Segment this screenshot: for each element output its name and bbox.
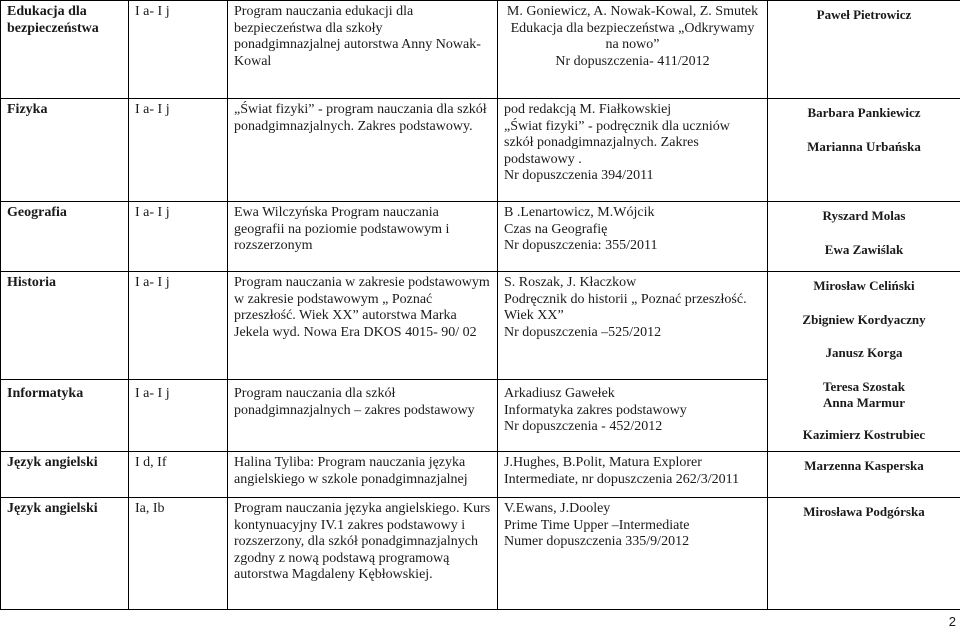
subject-cell: Język angielski [1, 452, 129, 498]
textbook-line: Nr dopuszczenia: 355/2011 [504, 238, 658, 253]
textbook-line: V.Ewans, J.Dooley [504, 501, 611, 516]
table-row [1, 1, 960, 99]
table-row [1, 99, 960, 202]
textbook-line: Intermediate, nr dopuszczenia 262/3/2011 [504, 471, 740, 487]
teacher-name: Marianna Urbańska [807, 138, 921, 154]
program-cell: Program nauczania dla szkół ponadgimnazjalnych – zakres podstawowy [228, 380, 498, 452]
teacher-name: Barbara Pankiewicz [807, 105, 921, 120]
table-row [1, 272, 960, 380]
teacher-name: Ewa Zawiślak [824, 241, 904, 257]
textbook-line: „Świat fizyki” - podręcznik dla uczniów szkół ponadgimnazjalnych. Zakres podstawowy . [504, 118, 730, 167]
textbook-cell [498, 452, 768, 498]
table-row [1, 498, 960, 610]
textbook-line: Edukacja dla bezpieczeństwa „Odkrywamy na nowo” [510, 20, 755, 52]
table-row [1, 452, 960, 498]
subject-cell: Historia [1, 272, 129, 380]
subject-cell: Edukacja dla bezpieczeństwa [1, 1, 129, 99]
teacher-name: Mirosław Celiński [813, 278, 915, 293]
textbook-line: Czas na Geografię [504, 221, 608, 237]
teachers-cell [768, 1, 960, 99]
textbook-cell [498, 272, 768, 380]
textbook-line: pod redakcją M. Fiałkowskiej [504, 102, 672, 117]
textbook-cell [498, 498, 768, 610]
classes-cell: I a- I j [129, 202, 228, 272]
teachers-cell [768, 272, 960, 452]
subject-cell: Język angielski [1, 498, 129, 610]
textbook-cell [498, 1, 768, 99]
textbook-line: Prime Time Upper –Intermediate [504, 517, 690, 533]
textbook-line: Nr dopuszczenia –525/2012 [504, 324, 662, 340]
textbook-line: S. Roszak, J. Kłaczkow [504, 275, 637, 290]
textbook-cell [498, 99, 768, 202]
teacher-name: Anna Marmur [823, 395, 905, 410]
teacher-name: Kazimierz Kostrubiec [802, 426, 926, 442]
program-cell: Halina Tyliba: Program nauczania języka angielskiego w szkole ponadgimnazjalnej [228, 452, 498, 498]
textbook-line: Nr dopuszczenia - 452/2012 [504, 419, 663, 434]
program-cell: „Świat fizyki” - program nauczania dla szkół ponadgimnazjalnych. Zakres podstawowy. [228, 99, 498, 202]
classes-cell: I a- I j [129, 272, 228, 380]
teacher-name: Marzenna Kasperska [804, 458, 924, 473]
teacher-name: Mirosława Podgórska [803, 504, 925, 519]
textbook-cell [498, 380, 768, 452]
teachers-cell [768, 452, 960, 498]
page-number: 2 [948, 614, 956, 629]
textbook-line: Numer dopuszczenia 335/9/2012 [504, 534, 690, 549]
classes-cell: I a- I j [129, 99, 228, 202]
teacher-name: Paweł Pietrowicz [816, 7, 912, 22]
textbook-line: Podręcznik do historii „ Poznać przeszłość. Wiek XX” [504, 291, 747, 323]
classes-cell: I d, If [129, 452, 228, 498]
classes-cell: I a- I j [129, 380, 228, 452]
textbook-line: J.Hughes, B.Polit, Matura Explorer [504, 455, 702, 470]
teachers-cell [768, 99, 960, 202]
textbook-line: M. Goniewicz, A. Nowak-Kowal, Z. Smutek [506, 4, 759, 19]
textbook-line: Nr dopuszczenia 394/2011 [504, 168, 654, 183]
teacher-name: Zbigniew Kordyaczny [802, 311, 926, 327]
subject-cell: Informatyka [1, 380, 129, 452]
teachers-cell [768, 202, 960, 272]
program-cell: Ewa Wilczyńska Program nauczania geografii na poziomie podstawowym i rozszerzonym [228, 202, 498, 272]
textbook-cell [498, 202, 768, 272]
table-row [1, 202, 960, 272]
classes-cell: Ia, Ib [129, 498, 228, 610]
classes-cell: I a- I j [129, 1, 228, 99]
program-cell: Program nauczania edukacji dla bezpieczeństwa dla szkoły ponadgimnazjalnej autorstwa Anny Nowak-Kowal [228, 1, 498, 99]
subject-cell: Fizyka [1, 99, 129, 202]
textbook-line: Arkadiusz Gawełek [504, 386, 615, 401]
textbook-line: Informatyka zakres podstawowy [504, 402, 687, 418]
textbook-line: Nr dopuszczenia- 411/2012 [555, 53, 710, 69]
textbook-line: B .Lenartowicz, M.Wójcik [504, 205, 655, 220]
teacher-name: Janusz Korga [825, 345, 903, 360]
subject-cell: Geografia [1, 202, 129, 272]
teachers-cell [768, 498, 960, 610]
teacher-name: Teresa Szostak [823, 378, 905, 394]
program-cell: Program nauczania w zakresie podstawowym w zakresie podstawowym „ Poznać przeszłość. Wiek XX” autorstwa Marka Jekela wyd. Nowa Era DKOS 4015- 90/ 02 [228, 272, 498, 380]
program-cell: Program nauczania języka angielskiego. Kurs kontynuacyjny IV.1 zakres podstawowy i rozszerzony, dla szkół ponadgimnazjalnych zgodny z nową podstawą programową autorstwa Magdaleny Kębłowskiej. [228, 498, 498, 610]
teacher-name: Ryszard Molas [822, 208, 906, 223]
